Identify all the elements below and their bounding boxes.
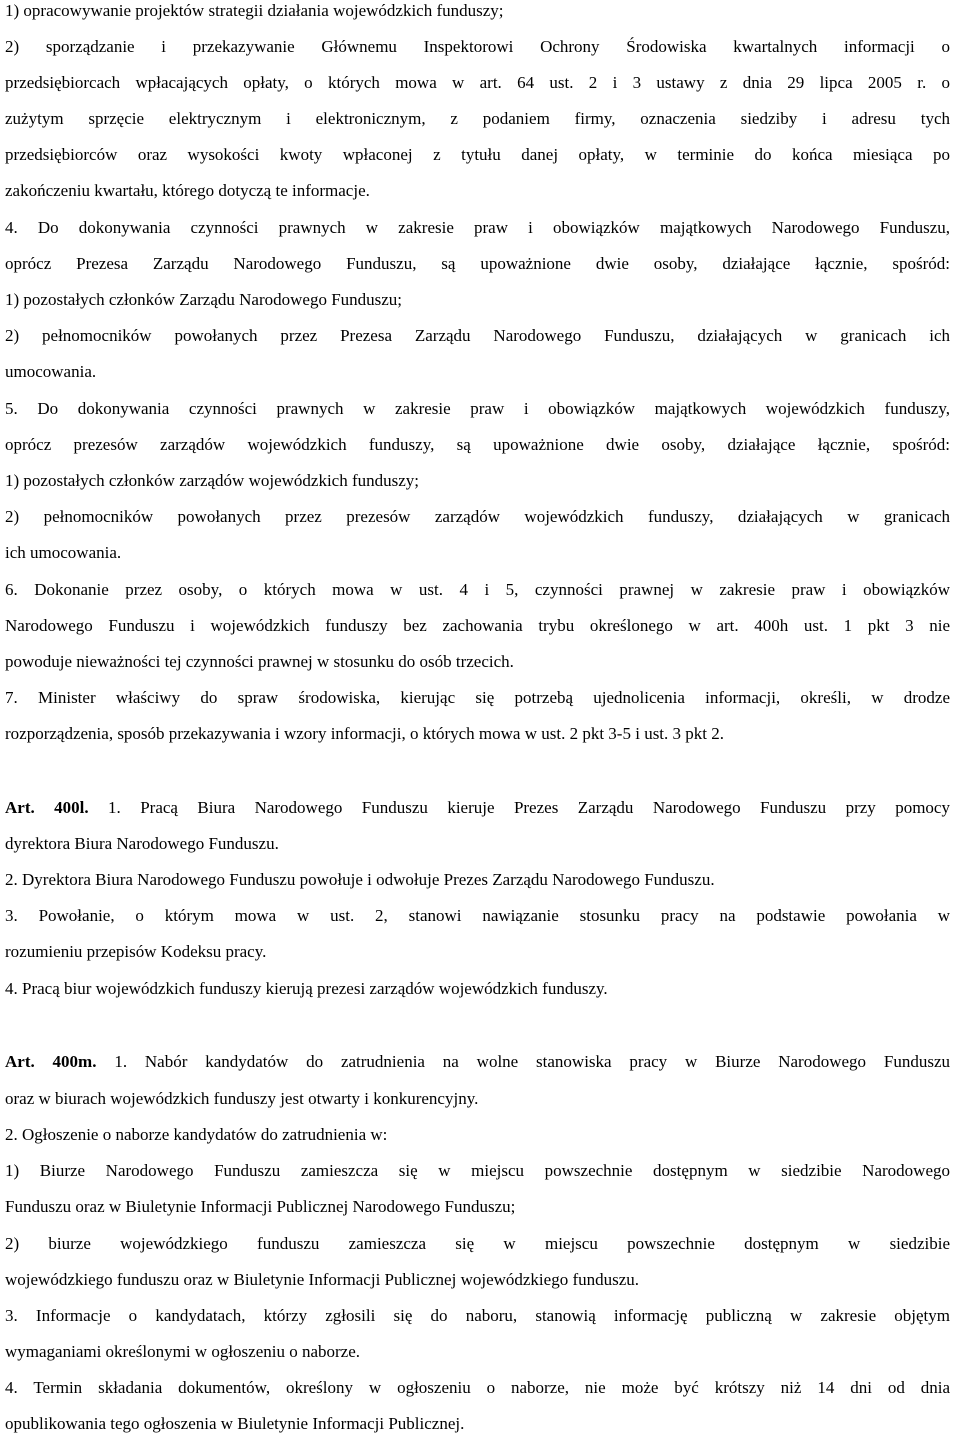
text-line: 3. Powołanie, o którym mowa w ust. 2, stanowi nawiązanie stosunku pracy na podstawie powołania w <box>5 906 950 925</box>
text-line: umocowania. <box>5 362 97 381</box>
text-line: 2. Dyrektora Biura Narodowego Funduszu powołuje i odwołuje Prezes Zarządu Narodowego Funduszu. <box>5 870 715 889</box>
text-line: Funduszu oraz w Biuletynie Informacji Publicznej Narodowego Funduszu; <box>5 1197 516 1216</box>
text-line: zakończeniu kwartału, którego dotyczą te informacje. <box>5 181 370 200</box>
text-line: 1) pozostałych członków zarządów wojewódzkich funduszy; <box>5 471 420 490</box>
text-line: zużytym sprzęcie elektrycznym i elektronicznym, z podaniem firmy, oznaczenia siedziby i adresu tych <box>5 109 950 128</box>
text-line: 2) biurze wojewódzkiego funduszu zamieszcza się w miejscu powszechnie dostępnym w siedzibie <box>5 1234 950 1253</box>
text-line: wymaganiami określonymi w ogłoszeniu o naborze. <box>5 1342 361 1361</box>
text-line: 6. Dokonanie przez osoby, o których mowa w ust. 4 i 5, czynności prawnej w zakresie praw i obowiązków <box>5 580 950 599</box>
text-line: Narodowego Funduszu i wojewódzkich funduszy bez zachowania trybu określonego w art. 400h ust. 1 pkt 3 nie <box>5 616 950 635</box>
article-text: 1. Pracą Biura Narodowego Funduszu kieruje Prezes Zarządu Narodowego Funduszu przy pomocy <box>88 798 950 817</box>
text-line: przedsiębiorców oraz wysokości kwoty wpłaconej z tytułu danej opłaty, w terminie do końca miesiąca po <box>5 145 950 164</box>
text-line: 2) pełnomocników powołanych przez prezesów zarządów wojewódzkich funduszy, działających w granicach <box>5 507 950 526</box>
article-number: Art. 400l. <box>5 798 89 817</box>
article-heading-line <box>5 1051 950 1073</box>
text-line: opublikowania tego ogłoszenia w Biuletynie Informacji Publicznej. <box>5 1414 465 1433</box>
text-line: 3. Informacje o kandydatach, którzy zgłosili się do naboru, stanowią informację publiczną w zakresie objętym <box>5 1306 950 1325</box>
text-line: 5. Do dokonywania czynności prawnych w zakresie praw i obowiązków majątkowych wojewódzkich funduszy, <box>5 399 950 418</box>
text-line: 4. Do dokonywania czynności prawnych w zakresie praw i obowiązków majątkowych Narodowego Funduszu, <box>5 218 950 237</box>
text-line: 2) sporządzanie i przekazywanie Głównemu Inspektorowi Ochrony Środowiska kwartalnych informacji o <box>5 37 950 56</box>
text-line: 2. Ogłoszenie o naborze kandydatów do zatrudnienia w: <box>5 1125 388 1144</box>
text-line: 2) pełnomocników powołanych przez Prezesa Zarządu Narodowego Funduszu, działających w granicach ich <box>5 326 950 345</box>
text-line: ich umocowania. <box>5 543 122 562</box>
text-line: oprócz Prezesa Zarządu Narodowego Funduszu, są upoważnione dwie osoby, działające łącznie, spośród: <box>5 254 950 273</box>
text-line: rozporządzenia, sposób przekazywania i wzory informacji, o których mowa w ust. 2 pkt 3-5 i ust. 3 pkt 2. <box>5 724 725 743</box>
text-line: 1) pozostałych członków Zarządu Narodowego Funduszu; <box>5 290 403 309</box>
text-line: oraz w biurach wojewódzkich funduszy jest otwarty i konkurencyjny. <box>5 1089 479 1108</box>
text-line: 4. Termin składania dokumentów, określony w ogłoszeniu o naborze, nie może być krótszy niż 14 dni od dnia <box>5 1378 950 1397</box>
text-line: powoduje nieważności tej czynności prawnej w stosunku do osób trzecich. <box>5 652 514 671</box>
article-text: 1. Nabór kandydatów do zatrudnienia na wolne stanowiska pracy w Biurze Narodowego Funduszu <box>96 1052 950 1071</box>
text-line: 1) Biurze Narodowego Funduszu zamieszcza się w miejscu powszechnie dostępnym w siedzibie Narodowego <box>5 1161 950 1180</box>
text-line: przedsiębiorcach wpłacających opłaty, o których mowa w art. 64 ust. 2 i 3 ustawy z dnia 29 lipca 2005 r. o <box>5 73 950 92</box>
text-line: wojewódzkiego funduszu oraz w Biuletynie Informacji Publicznej wojewódzkiego funduszu. <box>5 1270 640 1289</box>
text-line: 1) opracowywanie projektów strategii działania wojewódzkich funduszy; <box>5 1 504 20</box>
text-line: dyrektora Biura Narodowego Funduszu. <box>5 834 279 853</box>
article-heading-line <box>5 797 950 819</box>
text-line: oprócz prezesów zarządów wojewódzkich funduszy, są upoważnione dwie osoby, działające łącznie, spośród: <box>5 435 950 454</box>
article-number: Art. 400m. <box>5 1052 97 1071</box>
text-line: 4. Pracą biur wojewódzkich funduszy kierują prezesi zarządów wojewódzkich funduszy. <box>5 979 608 998</box>
text-line: 7. Minister właściwy do spraw środowiska, kierując się potrzebą ujednolicenia informacji, określi, w drodze <box>5 688 950 707</box>
text-line: rozumieniu przepisów Kodeksu pracy. <box>5 942 267 961</box>
